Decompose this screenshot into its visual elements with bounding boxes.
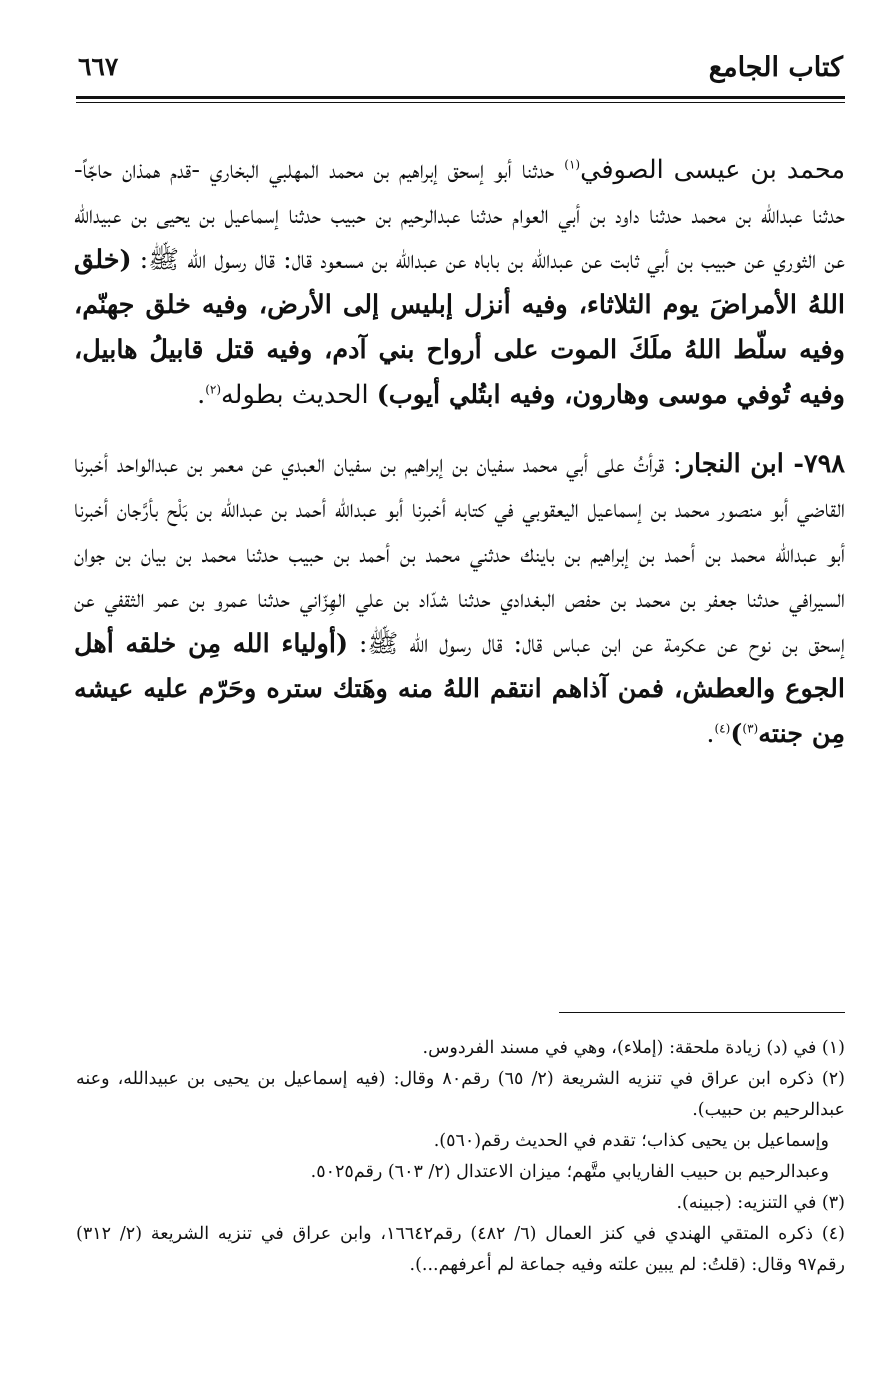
page-header — [78, 52, 843, 92]
footnote-2-note-a: وإسماعيل بن يحيى كذاب؛ تقدم في الحديث رقم(٥٦٠). — [433, 1131, 829, 1151]
hadith-matn: (أولياء الله مِن خلقه أهل الجوع والعطش، فمن آذاهم انتقم اللهُ منه وهَتك ستره وحَرّم عليه عيشه مِن جنته — [74, 629, 845, 749]
isnad-start: محمد بن عيسى الصوفي — [580, 155, 845, 185]
header-rule-thin — [76, 102, 845, 103]
footnote-ref-1: (١) — [564, 157, 581, 172]
footnote-separator — [559, 1012, 845, 1013]
footnote-1: (١) في (د) زيادة ملحقة: (إملاء)، وهي في مسند الفردوس. — [422, 1038, 845, 1058]
main-text — [74, 148, 845, 757]
hadith-tail: الحديث بطوله — [221, 380, 377, 410]
page-number: ٦٦٧ — [78, 52, 119, 81]
isnad-text: : قرأتُ على أبي محمد سفيان بن إبراهيم بن سفيان العبدي عن معمر بن عبدالواحد أخبرنا القاضي أبو منصور محمد بن إسماعيل اليعقوبي في كتابه أخبرنا أبو عبدالله أحمد بن عبدالله بن بَلْح بأرَّجان أخبرنا أبو عبدالله محمد بن أحمد بن إبراهيم بن باينك حدثني محمد بن أحمد بن حبيب حدثنا محمد بن بيان بن جوان السيرافي حدثنا جعفر بن محمد بن حفص البغدادي حدثنا شدّاد بن علي الهِزّاني حدثنا عمرو بن عمر الثقفي عن إسحق بن نوح عن عكرمة عن ابن عباس قال: قال رسول الله ﷺ: — [74, 449, 845, 659]
footnote-ref-4: (٤) — [714, 721, 731, 736]
footnote-2-note-b: وعبدالرحيم بن حبيب الفاريابي متَّهم؛ ميزان الاعتدال (٢/ ٦٠٣) رقم٥٠٢٥. — [310, 1162, 829, 1182]
footnotes — [76, 1033, 845, 1281]
hadith-matn: (خلق اللهُ الأمراضَ يوم الثلاثاء، وفيه أنزل إبليس إلى الأرض، وفيه خلق جهنّم، وفيه سلّط اللهُ ملَكَ الموت على أرواح بني آدم، وفيه قتل قابيلُ هابيل، وفيه تُوفي موسى وهارون، وفيه ابتُلي أيوب) — [74, 245, 845, 410]
footnote-2: (٢) ذكره ابن عراق في تنزيه الشريعة (٢/ ٦٥) رقم٨٠ وقال: (فيه إسماعيل بن يحيى بن عبيدالله، وعنه عبدالرحيم بن حبيب). — [76, 1069, 845, 1120]
paragraph-end: . — [706, 719, 715, 749]
hadith-paragraph-798 — [74, 442, 845, 757]
hadith-number: ٧٩٨- ابن النجار — [681, 449, 845, 479]
footnote-3: (٣) في التنزيه: (جبينه). — [676, 1193, 845, 1213]
running-title: كتاب الجامع — [708, 52, 843, 83]
matn-close: ) — [730, 719, 743, 749]
footnote-4: (٤) ذكره المتقي الهندي في كنز العمال (٦/ ٤٨٢) رقم١٦٦٤٢، وابن عراق في تنزيه الشريعة (٢/ ٣١٢) رقم٩٧ وقال: (قلتُ: لم يبين علته وفيه جماعة لم أعرفهم...). — [76, 1224, 845, 1275]
hadith-paragraph-previous — [74, 148, 845, 418]
footnote-ref-2: (٢) — [205, 382, 222, 397]
header-rule-thick — [76, 96, 845, 99]
footnote-ref-3: (٣) — [742, 721, 759, 736]
paragraph-end: . — [197, 380, 206, 410]
isnad-text: حدثنا أبو إسحق إبراهيم بن محمد المهلبي البخاري -قدم همذان حاجّاً- حدثنا عبدالله بن محمد حدثنا داود بن أبي العوام حدثنا عبدالرحيم بن حبيب حدثنا إسماعيل بن يحيى بن عبيدالله عن الثوري عن حبيب بن أبي ثابت عن عبدالله بن باباه عن عبدالله بن مسعود قال: قال رسول الله ﷺ: — [74, 155, 845, 275]
